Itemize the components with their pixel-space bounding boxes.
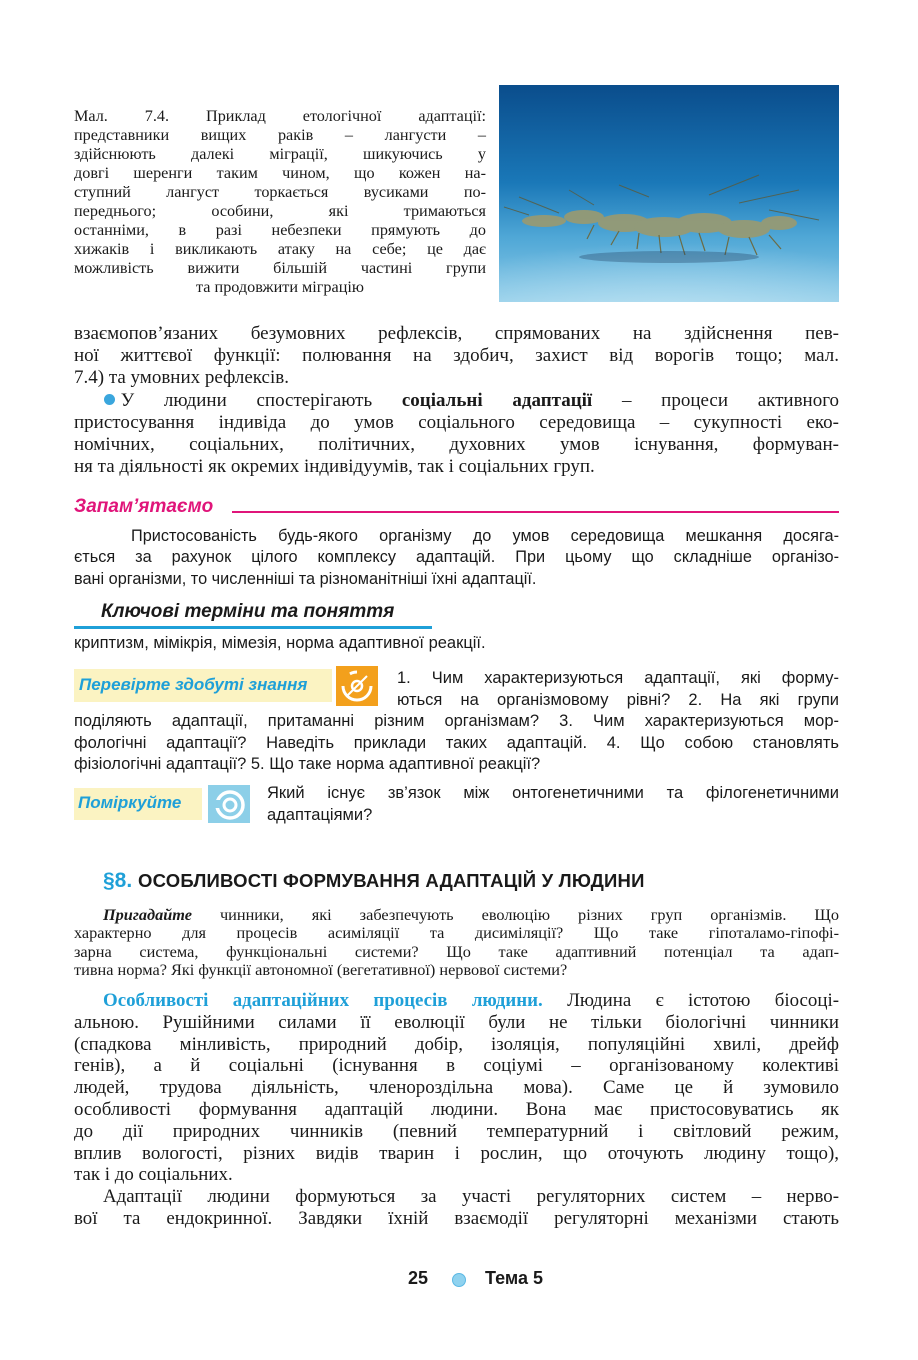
key-terms-heading: Ключові терміни та поняття	[101, 601, 395, 622]
recall-line: зарна система, функціональні системи? Що таке адаптивний потенціал та адап-	[74, 941, 839, 961]
body-paragraphs-1	[74, 323, 839, 478]
caption-line: хижаків і викликають атаку на себе; це дає	[74, 240, 486, 258]
subsection-lead: Особливості адаптаційних процесів людини.	[103, 990, 543, 1011]
swirl-icon	[336, 666, 378, 706]
bullet-rest: – процеси активного	[621, 389, 840, 411]
recall-lead: Пригадайте	[103, 905, 192, 924]
section-number: §8.	[103, 869, 133, 892]
check-knowledge-label-box	[74, 669, 332, 702]
caption-line: переднього; особини, які тримаються	[74, 202, 486, 220]
check-line: ються на організмовому рівні? 2. На які групи	[397, 690, 839, 709]
recall-line: тивна норма? Які функції автономної (вегетативної) нервової системи?	[74, 960, 568, 980]
caption-line: здійснюють далекі міграції, шикуючись у	[74, 145, 486, 163]
body-paragraphs-2	[74, 990, 839, 1230]
remember-text	[74, 526, 839, 590]
body-line: ної життєвої функції: полювання на здобич, захист від ворогів тощо; мал.	[74, 345, 839, 367]
section-title: ОСОБЛИВОСТІ ФОРМУВАННЯ АДАПТАЦІЙ У ЛЮДИНИ	[138, 870, 645, 891]
check-line: фізіологічні адаптації? 5. Що таке норма адаптивної реакції?	[74, 755, 541, 774]
key-terms-text: криптизм, мімікрія, мімезія, норма адаптивної реакції.	[74, 634, 486, 652]
think-line: Який існує зв’язок між онтогенетичними та філогенетичними	[267, 784, 839, 802]
bullet-line	[74, 390, 839, 412]
remember-line: ється за рахунок цілого комплексу адаптацій. При цьому що складніше організо-	[74, 548, 839, 567]
think-question	[267, 783, 839, 826]
recall-line	[74, 906, 839, 924]
remember-divider	[232, 511, 839, 513]
caption-line: довгі шеренги таким чином, що кожен на-	[74, 164, 486, 182]
section-heading	[103, 869, 645, 893]
recall-rest: чинники, які забезпечують еволюцію різних груп організмів. Що	[219, 905, 839, 924]
topic-label: Тема 5	[485, 1268, 543, 1288]
caption-line: Мал. 7.4. Приклад етологічної адаптації:	[74, 107, 486, 125]
caption-line: представники вищих раків – лангусти –	[74, 126, 486, 144]
body-line: альною. Рушійними силами її еволюції були не тільки біологічні чинники	[74, 1011, 839, 1033]
body-line: особливості формування адаптацій людини. Вона має пристосовуватись як	[74, 1098, 839, 1120]
footer-dot-icon	[452, 1273, 466, 1287]
body-line: людей, трудова діяльність, членороздільна мова). Саме це й зумовило	[74, 1077, 839, 1099]
page-footer	[0, 1268, 918, 1292]
caption-line: ступний лангуст торкається вусиками по-	[74, 183, 486, 201]
remember-line: Пристосованість будь-якого організму до умов середовища мешкання досяга-	[131, 527, 839, 545]
figure-caption	[74, 107, 486, 297]
bullet-lead: У людини спостерігають	[120, 389, 373, 411]
body-line	[74, 990, 839, 1012]
caption-line: можливість вижити більшій частині групи	[74, 259, 486, 277]
body-line: вої та ендокринної. Завдяки їхній взаємодії регуляторні механізми стають	[74, 1207, 839, 1229]
bullet-icon	[104, 394, 115, 405]
caption-line: останніми, в разі небезпеки прямують до	[74, 221, 486, 239]
body-line: пристосування індивіда до умов соціального середовища – сукупності еко-	[74, 411, 839, 433]
recall-line: характерно для процесів асиміляції та дисиміляції? Що таке гіпоталамо-гіпофі-	[74, 923, 839, 943]
body-line: Адаптації людини формуються за участі регуляторних систем – нерво-	[103, 1186, 839, 1208]
check-line: 1. Чим характеризуються адаптації, які форму-	[397, 669, 839, 687]
body-line: так і до соціальних.	[74, 1164, 233, 1186]
key-terms-underline	[74, 626, 432, 629]
think-line: адаптаціями?	[267, 805, 373, 824]
body-line: номічних, соціальних, політичних, духовних умов існування, формуван-	[74, 434, 839, 456]
check-line: фологічні адаптації? Наведіть приклади таких адаптацій. 4. Що собою становлять	[74, 733, 839, 752]
remember-title: Запам’ятаємо	[74, 496, 214, 517]
body-rest: Людина є істотою біосоці-	[567, 990, 840, 1011]
body-line: ня та діяльності як окремих індивідуумів, так і соціальних груп.	[74, 456, 595, 478]
body-line: (спадкова мінливість, природний добір, ізоляція, популяційні хвилі, дрейф	[74, 1033, 839, 1055]
think-label: Поміркуйте	[78, 793, 182, 812]
caption-line: та продовжити міграцію	[196, 278, 364, 296]
remember-line: вані організми, то численніші та різноманітніші їхні адаптації.	[74, 569, 537, 588]
recall-block	[74, 906, 839, 980]
body-line: генів), а й соціальні (існування в соціумі – організованому колективі	[74, 1055, 839, 1077]
bullet-term: соціальні адаптації	[401, 389, 593, 411]
body-line: вплив вологості, різних видів тварин і рослин, що оточують людину тощо),	[74, 1142, 839, 1164]
body-line: до дії природних чинників (певний температурний і світловий режим,	[74, 1120, 839, 1142]
check-line: поділяють адаптації, притаманні різним організмам? 3. Чим характеризуються мор-	[74, 712, 839, 731]
spiral-icon	[208, 785, 250, 823]
body-line: взаємопов’язаних безумовних рефлексів, спрямованих на здійснення пев-	[74, 323, 839, 344]
page-number: 25	[408, 1268, 429, 1288]
think-label-box	[74, 788, 202, 820]
body-line: 7.4) та умовних рефлексів.	[74, 367, 289, 389]
lobster-photo	[499, 85, 839, 302]
remember-heading	[74, 496, 839, 520]
check-knowledge-label: Перевірте здобуті знання	[79, 675, 308, 694]
